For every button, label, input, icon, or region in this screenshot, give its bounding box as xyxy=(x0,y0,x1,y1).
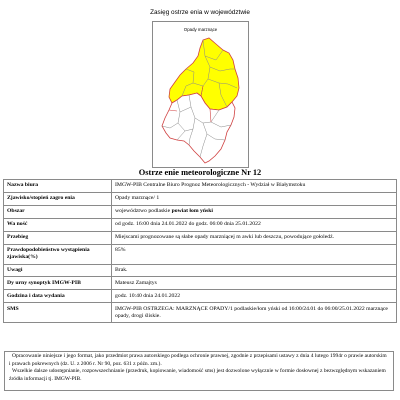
table-row xyxy=(4,277,397,290)
table-row xyxy=(4,231,397,244)
table-row xyxy=(4,180,397,193)
copyright-notice xyxy=(4,351,394,391)
row-value-issued: godz. 10:40 dnia 24.01.2022 xyxy=(112,290,397,303)
map-caption: Zasięg ostrze enia w województwie xyxy=(150,9,250,16)
row-value-office: IMGW-PIB Centralne Biuro Prognoz Meteorologicznych - Wydział w Białymstoku xyxy=(112,180,397,193)
row-label-forecaster: Dy urny synoptyk IMGW-PIB xyxy=(4,277,112,290)
row-label-office: Nazwa biura xyxy=(4,180,112,193)
row-value-area xyxy=(112,205,397,218)
voivodeship-map xyxy=(153,22,248,167)
area-prefix: województwo podlaskie xyxy=(115,208,172,215)
row-label-probability: Prawdopodobieństwo wystąpienia zjawiska(%) xyxy=(4,244,112,264)
table-row xyxy=(4,290,397,303)
row-label-sms: SMS xyxy=(4,303,112,323)
area-county: powiat łom yński xyxy=(171,208,213,215)
map-title: Opady marznące xyxy=(183,27,218,32)
table-row xyxy=(4,205,397,218)
row-value-forecaster: Mateusz Zamajtys xyxy=(112,277,397,290)
row-value-course: Miejscami prognozowane są słabe opady marzniącej m awki lub deszczu, powodujące gołoledź. xyxy=(112,231,397,244)
row-value-phenomenon: Opady marznące/ 1 xyxy=(112,192,397,205)
row-value-sms: IMGW-PIB OSTRZEGA: MARZNĄCE OPADY/1 podlaskie/łom yński od 16:00/24.01 do 06:00/25.01.2022 marznące opady, drogi śliskie. xyxy=(112,303,397,323)
row-label-phenomenon: Zjawisko/stopień zagro enia xyxy=(4,192,112,205)
table-row xyxy=(4,303,397,323)
row-label-validity: Wa ność xyxy=(4,218,112,231)
row-value-probability: 85% xyxy=(112,244,397,264)
row-label-area: Obszar xyxy=(4,205,112,218)
copyright-paragraph-1: Opracowanie niniejsze i jego format, jako przedmiot prawa autorskiego podlega ochronie prawnej, zgodnie z przepisami ustawy z dnia 4 lutego 1994r o prawie autorskim i prawach pokrewnych (dz. U. z 2006 r. Nr 90, poz. 631 z późn. zm.). xyxy=(9,353,387,367)
warning-table xyxy=(3,179,397,323)
warning-map xyxy=(152,21,249,168)
table-row xyxy=(4,218,397,231)
row-label-issued: Godzina i data wydania xyxy=(4,290,112,303)
copyright-paragraph-2: Wszelkie dalsze udostępnianie, rozpowszechnianie (przedruk, kopiowanie, wiadomość sms) jest dozwolone wyłącznie w formie dosłownej z bezwzględnym wskazaniem źródła informacji tj. IMGW-PIB. xyxy=(9,368,386,382)
row-label-remarks: Uwagi xyxy=(4,264,112,277)
table-row xyxy=(4,264,397,277)
row-label-course: Przebieg xyxy=(4,231,112,244)
table-row xyxy=(4,244,397,264)
row-value-validity: od godz. 16:00 dnia 24.01.2022 do godz. 06:00 dnia 25.01.2022 xyxy=(112,218,397,231)
warning-title: Ostrze enie meteorologiczne Nr 12 xyxy=(138,168,262,177)
table-row xyxy=(4,192,397,205)
row-value-remarks: Brak. xyxy=(112,264,397,277)
